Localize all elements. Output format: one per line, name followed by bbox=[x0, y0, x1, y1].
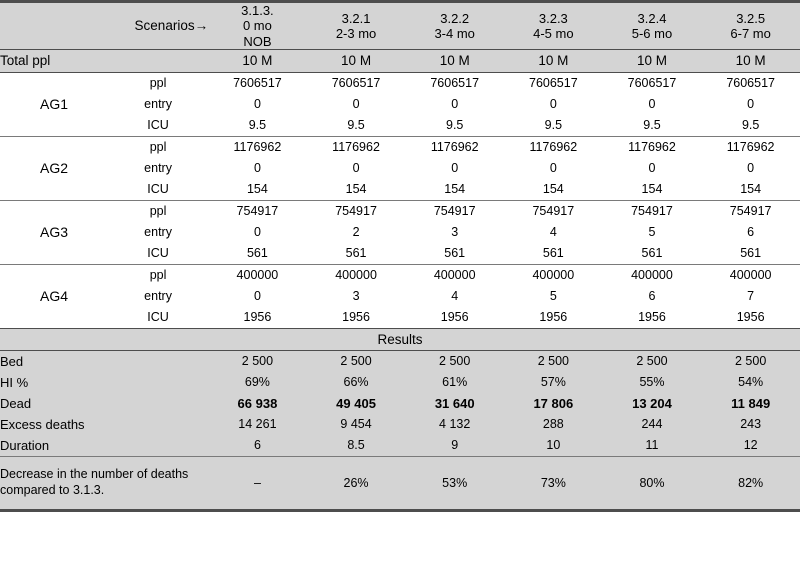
ag3-ppl-4: 754917 bbox=[504, 200, 603, 222]
age-group-label-ag3: AG3 bbox=[0, 200, 108, 264]
table-row bbox=[0, 456, 800, 510]
ag1-icu-6: 9.5 bbox=[701, 115, 800, 137]
hi-4: 57% bbox=[504, 372, 603, 393]
total-ppl-value-6: 10 M bbox=[701, 49, 800, 72]
header-col-5 bbox=[603, 2, 702, 50]
result-label-bed: Bed bbox=[0, 350, 208, 372]
age-group-label-ag2: AG2 bbox=[0, 136, 108, 200]
dead-5: 13 204 bbox=[603, 393, 702, 414]
excess-1: 14 261 bbox=[208, 414, 307, 435]
ag3-icu-2: 561 bbox=[307, 243, 406, 265]
ag2-icu-1: 154 bbox=[208, 179, 307, 201]
header-col-2 bbox=[307, 2, 406, 50]
bed-1: 2 500 bbox=[208, 350, 307, 372]
duration-4: 10 bbox=[504, 435, 603, 457]
hi-1: 69% bbox=[208, 372, 307, 393]
ag4-ppl-3: 400000 bbox=[405, 264, 504, 286]
ag4-icu-3: 1956 bbox=[405, 307, 504, 329]
ag2-ppl-3: 1176962 bbox=[405, 136, 504, 158]
ag3-entry-1: 0 bbox=[208, 222, 307, 243]
decrease-3: 53% bbox=[405, 456, 504, 510]
header-col-3-period: 3-4 mo bbox=[434, 25, 475, 41]
ag1-ppl-2: 7606517 bbox=[307, 72, 406, 94]
header-col-2-code: 3.2.1 bbox=[341, 10, 371, 26]
result-label-excess-deaths: Excess deaths bbox=[0, 414, 208, 435]
table-row bbox=[0, 222, 800, 243]
ag4-ppl-2: 400000 bbox=[307, 264, 406, 286]
ag1-entry-4: 0 bbox=[504, 94, 603, 115]
table-row bbox=[0, 307, 800, 329]
ag1-ppl-4: 7606517 bbox=[504, 72, 603, 94]
bed-4: 2 500 bbox=[504, 350, 603, 372]
scenarios-label: Scenarios→ bbox=[108, 2, 208, 50]
row-label-ag2-entry: entry bbox=[108, 158, 208, 179]
row-label-ag1-entry: entry bbox=[108, 94, 208, 115]
ag4-entry-2: 3 bbox=[307, 286, 406, 307]
ag1-icu-3: 9.5 bbox=[405, 115, 504, 137]
table-row bbox=[0, 94, 800, 115]
row-label-ag3-entry: entry bbox=[108, 222, 208, 243]
ag1-icu-5: 9.5 bbox=[603, 115, 702, 137]
table-row bbox=[0, 243, 800, 265]
ag4-ppl-4: 400000 bbox=[504, 264, 603, 286]
total-ppl-value-5: 10 M bbox=[603, 49, 702, 72]
table-row bbox=[0, 435, 800, 457]
ag1-icu-4: 9.5 bbox=[504, 115, 603, 137]
excess-2: 9 454 bbox=[307, 414, 406, 435]
result-label-decrease: Decrease in the number of deaths compared to 3.1.3. bbox=[0, 456, 208, 510]
duration-2: 8.5 bbox=[307, 435, 406, 457]
table-row bbox=[0, 72, 800, 94]
ag2-entry-3: 0 bbox=[405, 158, 504, 179]
header-col-3 bbox=[405, 2, 504, 50]
table-row bbox=[0, 350, 800, 372]
header-col-3-code: 3.2.2 bbox=[440, 10, 470, 26]
results-banner: Results bbox=[0, 328, 800, 350]
header-col-5-code: 3.2.4 bbox=[637, 10, 667, 26]
ag3-ppl-5: 754917 bbox=[603, 200, 702, 222]
decrease-2: 26% bbox=[307, 456, 406, 510]
ag3-icu-4: 561 bbox=[504, 243, 603, 265]
total-ppl-value-2: 10 M bbox=[307, 49, 406, 72]
ag1-entry-5: 0 bbox=[603, 94, 702, 115]
decrease-4: 73% bbox=[504, 456, 603, 510]
ag2-ppl-5: 1176962 bbox=[603, 136, 702, 158]
ag3-entry-4: 4 bbox=[504, 222, 603, 243]
ag3-ppl-2: 754917 bbox=[307, 200, 406, 222]
ag3-entry-5: 5 bbox=[603, 222, 702, 243]
header-col-4-code: 3.2.3 bbox=[538, 10, 568, 26]
ag3-entry-6: 6 bbox=[701, 222, 800, 243]
table-row bbox=[0, 179, 800, 201]
table-row bbox=[0, 158, 800, 179]
ag4-entry-1: 0 bbox=[208, 286, 307, 307]
ag2-icu-6: 154 bbox=[701, 179, 800, 201]
header-col-6 bbox=[701, 2, 800, 50]
ag3-ppl-1: 754917 bbox=[208, 200, 307, 222]
ag2-entry-5: 0 bbox=[603, 158, 702, 179]
table-row bbox=[0, 286, 800, 307]
duration-1: 6 bbox=[208, 435, 307, 457]
ag1-entry-1: 0 bbox=[208, 94, 307, 115]
ag1-ppl-6: 7606517 bbox=[701, 72, 800, 94]
hi-2: 66% bbox=[307, 372, 406, 393]
excess-6: 243 bbox=[701, 414, 800, 435]
header-col-1-code: 3.1.3. bbox=[241, 3, 274, 18]
header-col-4-period: 4-5 mo bbox=[533, 25, 574, 41]
row-label-ag1-ppl: ppl bbox=[108, 72, 208, 94]
ag4-ppl-6: 400000 bbox=[701, 264, 800, 286]
table-row bbox=[0, 264, 800, 286]
total-ppl-label: Total ppl bbox=[0, 49, 208, 72]
ag2-icu-4: 154 bbox=[504, 179, 603, 201]
duration-6: 12 bbox=[701, 435, 800, 457]
ag4-icu-1: 1956 bbox=[208, 307, 307, 329]
decrease-1: – bbox=[208, 456, 307, 510]
ag1-ppl-5: 7606517 bbox=[603, 72, 702, 94]
ag4-icu-2: 1956 bbox=[307, 307, 406, 329]
ag2-icu-3: 154 bbox=[405, 179, 504, 201]
row-label-ag2-icu: ICU bbox=[108, 179, 208, 201]
bed-3: 2 500 bbox=[405, 350, 504, 372]
ag2-entry-1: 0 bbox=[208, 158, 307, 179]
row-label-ag2-ppl: ppl bbox=[108, 136, 208, 158]
decrease-6: 82% bbox=[701, 456, 800, 510]
row-label-ag3-ppl: ppl bbox=[108, 200, 208, 222]
ag3-entry-3: 3 bbox=[405, 222, 504, 243]
header-col-6-period: 6-7 mo bbox=[730, 25, 771, 41]
duration-3: 9 bbox=[405, 435, 504, 457]
ag2-ppl-1: 1176962 bbox=[208, 136, 307, 158]
result-label-hi: HI % bbox=[0, 372, 208, 393]
header-col-1-extra: NOB bbox=[243, 33, 272, 49]
age-group-label-ag1: AG1 bbox=[0, 72, 108, 136]
hi-5: 55% bbox=[603, 372, 702, 393]
ag4-ppl-1: 400000 bbox=[208, 264, 307, 286]
ag3-ppl-3: 754917 bbox=[405, 200, 504, 222]
ag2-ppl-4: 1176962 bbox=[504, 136, 603, 158]
excess-3: 4 132 bbox=[405, 414, 504, 435]
ag4-entry-6: 7 bbox=[701, 286, 800, 307]
ag1-entry-3: 0 bbox=[405, 94, 504, 115]
decrease-5: 80% bbox=[603, 456, 702, 510]
row-label-ag3-icu: ICU bbox=[108, 243, 208, 265]
duration-5: 11 bbox=[603, 435, 702, 457]
bed-6: 2 500 bbox=[701, 350, 800, 372]
total-ppl-value-4: 10 M bbox=[504, 49, 603, 72]
dead-1: 66 938 bbox=[208, 393, 307, 414]
ag4-entry-3: 4 bbox=[405, 286, 504, 307]
row-label-ag4-entry: entry bbox=[108, 286, 208, 307]
row-label-ag1-icu: ICU bbox=[108, 115, 208, 137]
ag3-entry-2: 2 bbox=[307, 222, 406, 243]
ag1-ppl-1: 7606517 bbox=[208, 72, 307, 94]
ag3-icu-6: 561 bbox=[701, 243, 800, 265]
ag4-icu-4: 1956 bbox=[504, 307, 603, 329]
hi-3: 61% bbox=[405, 372, 504, 393]
header-col-2-period: 2-3 mo bbox=[335, 25, 377, 41]
header-col-1 bbox=[208, 2, 307, 50]
table-row bbox=[0, 414, 800, 435]
ag2-ppl-6: 1176962 bbox=[701, 136, 800, 158]
header-col-5-period: 5-6 mo bbox=[631, 25, 673, 41]
ag4-entry-4: 5 bbox=[504, 286, 603, 307]
ag2-icu-2: 154 bbox=[307, 179, 406, 201]
ag3-icu-3: 561 bbox=[405, 243, 504, 265]
results-banner-row bbox=[0, 328, 800, 350]
dead-2: 49 405 bbox=[307, 393, 406, 414]
age-group-label-ag4: AG4 bbox=[0, 264, 108, 328]
bed-5: 2 500 bbox=[603, 350, 702, 372]
hi-6: 54% bbox=[701, 372, 800, 393]
ag1-entry-6: 0 bbox=[701, 94, 800, 115]
ag1-entry-2: 0 bbox=[307, 94, 406, 115]
table-row bbox=[0, 200, 800, 222]
ag3-icu-5: 561 bbox=[603, 243, 702, 265]
dead-3: 31 640 bbox=[405, 393, 504, 414]
excess-4: 288 bbox=[504, 414, 603, 435]
ag2-entry-6: 0 bbox=[701, 158, 800, 179]
ag4-ppl-5: 400000 bbox=[603, 264, 702, 286]
ag3-ppl-6: 754917 bbox=[701, 200, 800, 222]
total-ppl-value-3: 10 M bbox=[405, 49, 504, 72]
ag2-entry-2: 0 bbox=[307, 158, 406, 179]
header-col-4 bbox=[504, 2, 603, 50]
result-label-dead: Dead bbox=[0, 393, 208, 414]
table-row bbox=[0, 393, 800, 414]
dead-6: 11 849 bbox=[701, 393, 800, 414]
total-ppl-row bbox=[0, 49, 800, 72]
table-row bbox=[0, 372, 800, 393]
ag4-entry-5: 6 bbox=[603, 286, 702, 307]
result-label-duration: Duration bbox=[0, 435, 208, 457]
ag2-icu-5: 154 bbox=[603, 179, 702, 201]
bed-2: 2 500 bbox=[307, 350, 406, 372]
table-row bbox=[0, 115, 800, 137]
header-corner-cell bbox=[0, 2, 108, 50]
ag1-icu-2: 9.5 bbox=[307, 115, 406, 137]
ag3-icu-1: 561 bbox=[208, 243, 307, 265]
ag4-icu-6: 1956 bbox=[701, 307, 800, 329]
total-ppl-value-1: 10 M bbox=[208, 49, 307, 72]
ag4-icu-5: 1956 bbox=[603, 307, 702, 329]
ag2-entry-4: 0 bbox=[504, 158, 603, 179]
header-col-6-code: 3.2.5 bbox=[736, 10, 766, 26]
row-label-ag4-icu: ICU bbox=[108, 307, 208, 329]
row-label-ag4-ppl: ppl bbox=[108, 264, 208, 286]
ag1-ppl-3: 7606517 bbox=[405, 72, 504, 94]
dead-4: 17 806 bbox=[504, 393, 603, 414]
ag1-icu-1: 9.5 bbox=[208, 115, 307, 137]
table-row bbox=[0, 136, 800, 158]
table-header-row bbox=[0, 2, 800, 50]
header-col-1-period: 0 mo bbox=[242, 18, 272, 34]
ag2-ppl-2: 1176962 bbox=[307, 136, 406, 158]
excess-5: 244 bbox=[603, 414, 702, 435]
